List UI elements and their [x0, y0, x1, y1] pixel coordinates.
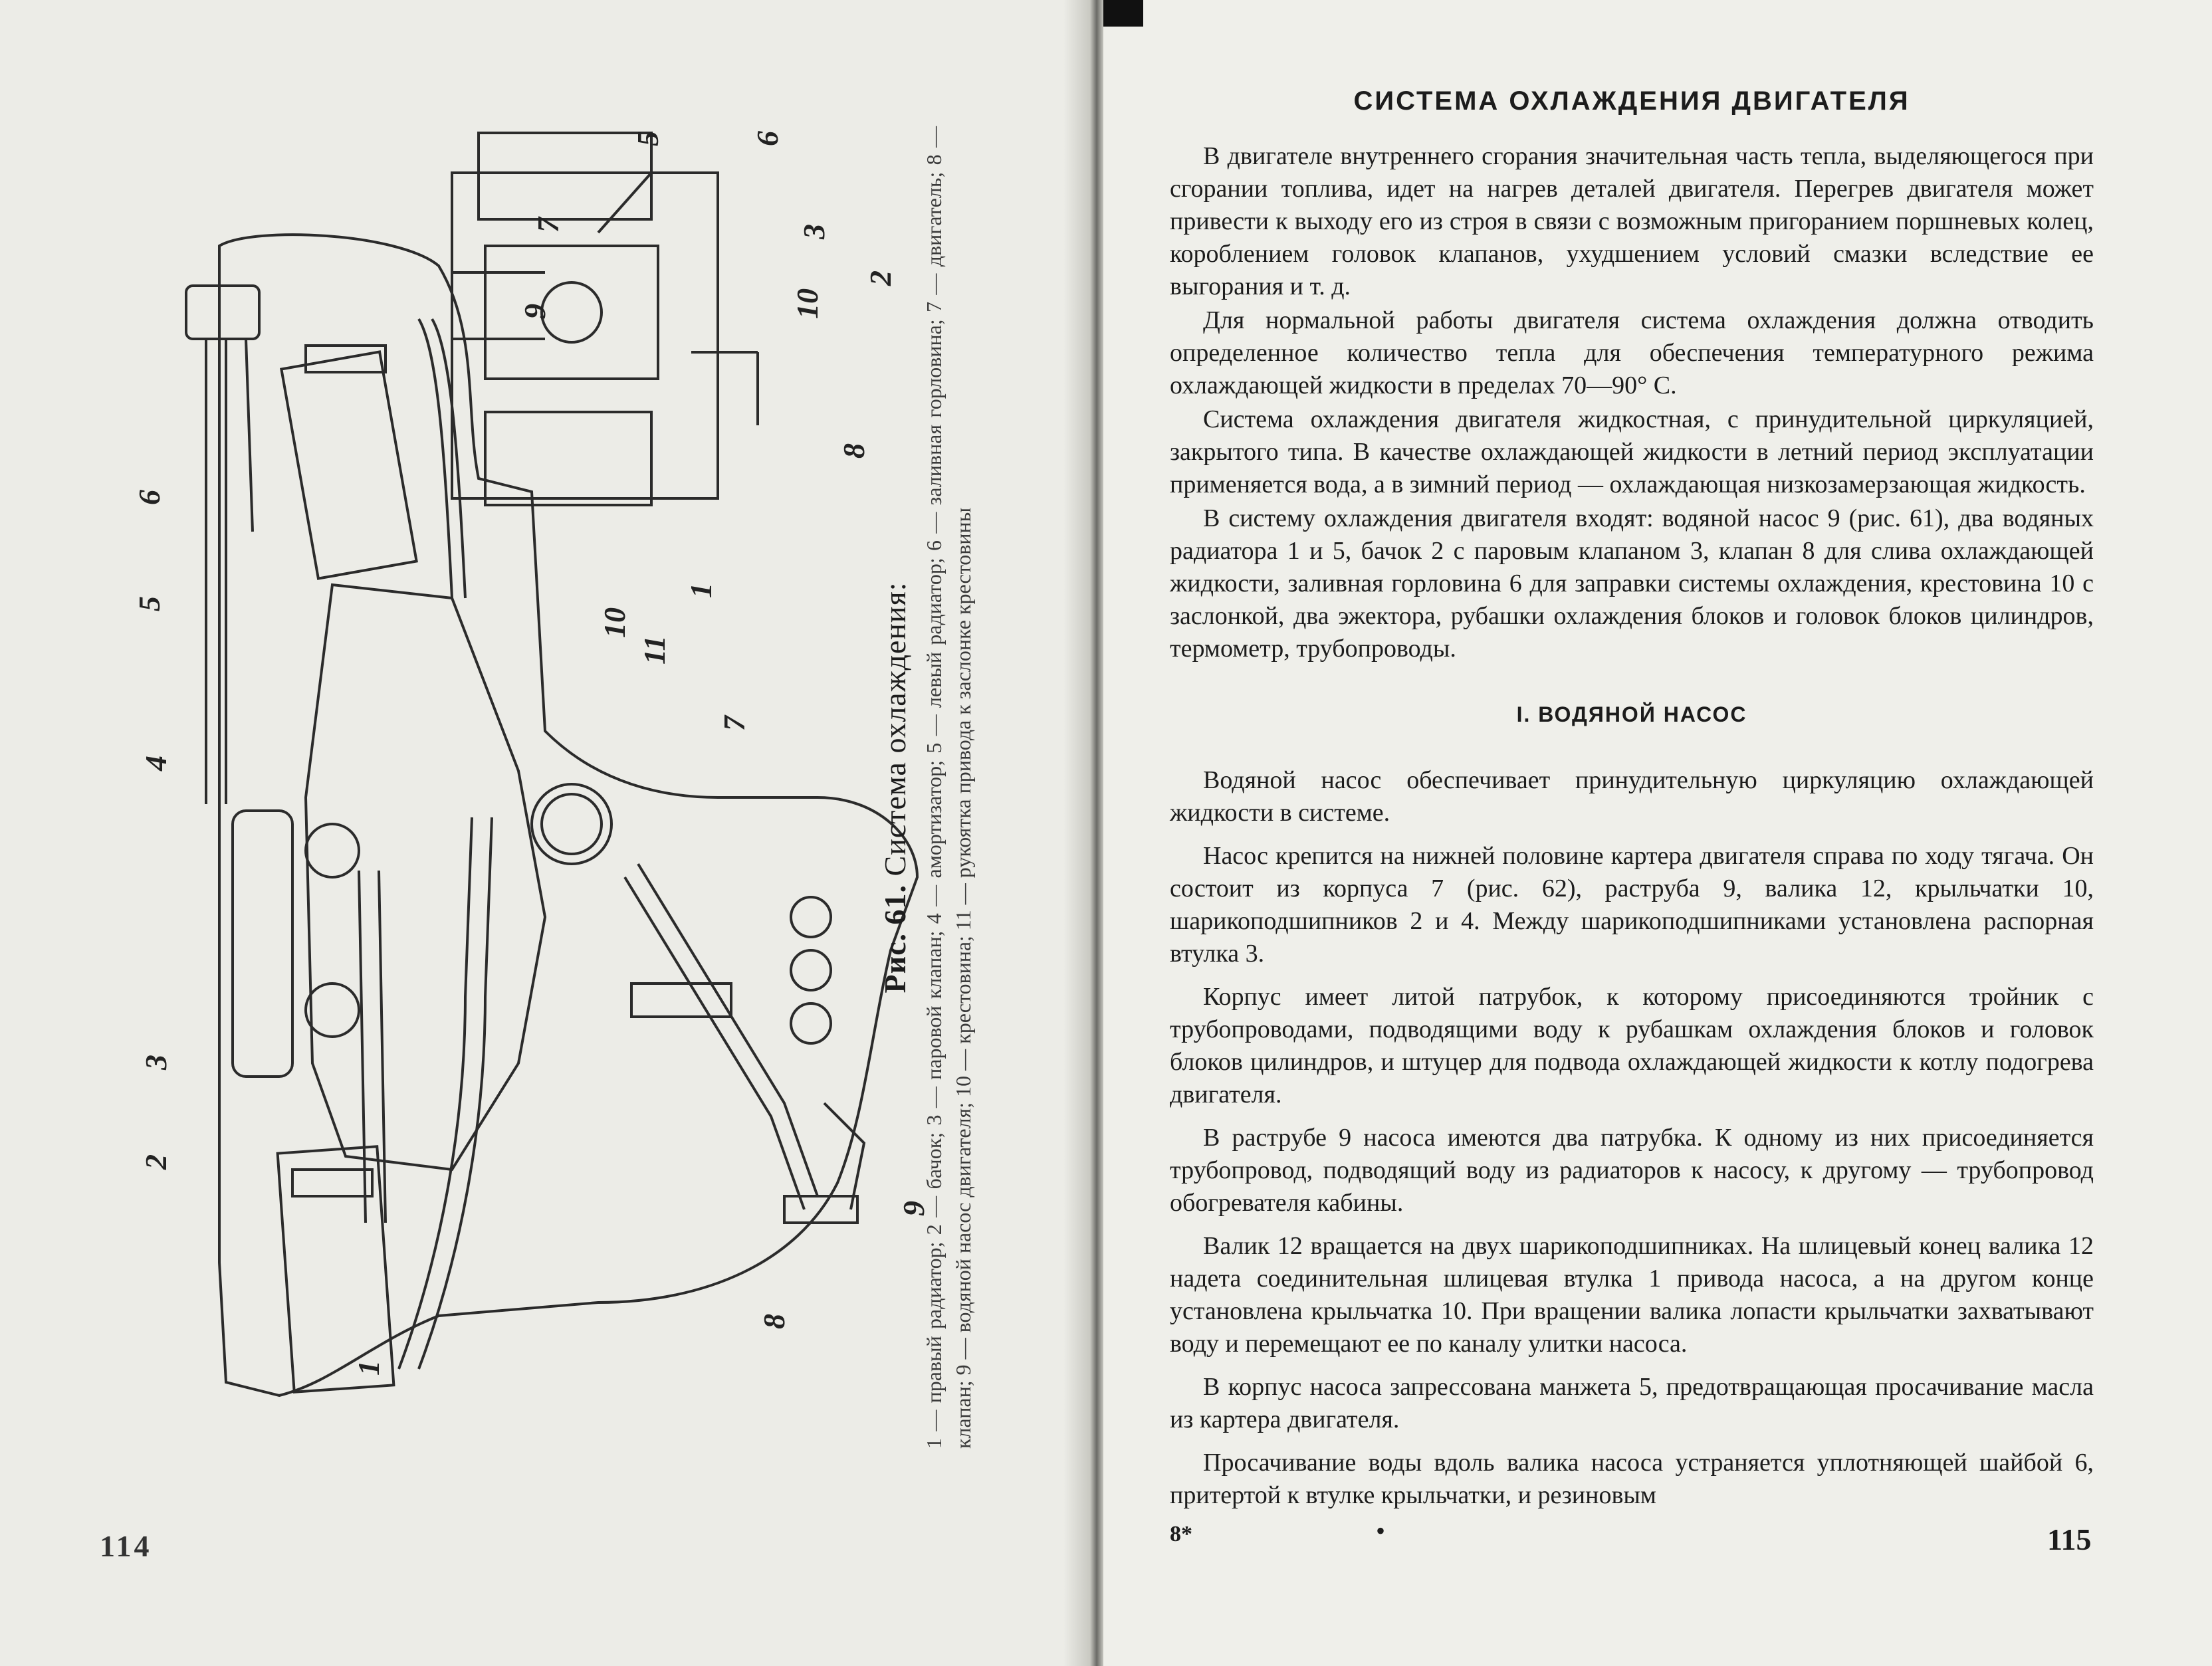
radiator-5: [281, 352, 416, 578]
right-page: [1103, 0, 2212, 1666]
schematic-callout-10: 10: [790, 288, 824, 319]
callout-4: 4: [139, 756, 173, 771]
caption-title-line: [877, 126, 913, 1449]
page-number-right: 115: [2047, 1522, 2092, 1556]
pipe-c: [399, 817, 472, 1369]
callout-7: 7: [717, 716, 751, 731]
pipe-c2: [419, 817, 492, 1369]
tank-2: [233, 811, 292, 1077]
paragraph-pump-7: Просачивание воды вдоль валика насоса устраняется уплотняющей шайбой 6, притертой к втулке крыльчатки, и резиновым: [1170, 1449, 2094, 1509]
flywheel-inner: [542, 794, 602, 854]
engine-part-b: [306, 984, 359, 1037]
paragraph-intro-2: Для нормальной работы двигателя система охлаждения должна отводить определенное количество тепла для обеспечения температурного режима охлаждающей жидкости в пределах 70—90° С.: [1170, 306, 2094, 399]
radiator-1: [278, 1146, 394, 1392]
schematic-callout-1: 1: [684, 583, 718, 598]
flow-schematic: [452, 133, 758, 505]
chapter-title: СИСТЕМА ОХЛАЖДЕНИЯ ДВИГАТЕЛЯ: [1353, 86, 1910, 116]
schematic-callout-2: 2: [863, 270, 897, 286]
paragraph-pump-4: В раструбе 9 насоса имеются два патрубка. К одному из них присоединяется трубопровод, подводящий воду из радиаторов к насосу, к другому — трубопровод обогревателя кабины.: [1170, 1124, 2094, 1217]
callout-11: 11: [637, 635, 671, 665]
section-title: I. ВОДЯНОЙ НАСОС: [1516, 702, 1747, 726]
paragraph-pump-2: Насос крепится на нижней половине картера двигателя справа по ходу тягача. Он состоит из корпуса 7 (рис. 62), раструба 9, валика 12, крыльчатки 10, шарикоподшипников 2 и 4. Между шарикоподшипниками установлена распорная втулка 3.: [1170, 842, 2094, 968]
pipe-5c: [246, 339, 253, 532]
paragraph-pump-5: Валик 12 вращается на двух шарикоподшипниках. На шлицевый конец валика 12 надета соединительная шлицевая втулка 1 привода насоса, а на другом конце установлена крыльчатка 10. При вращении валика лопасти крыльчатки захватывают воду и перемещают ее по каналу улитки насоса.: [1170, 1232, 2094, 1358]
caption-title: Система охлаждения:: [878, 581, 912, 877]
engine-part-a: [306, 824, 359, 877]
figure-caption: [877, 126, 1024, 1449]
schematic-callout-5: 5: [631, 131, 665, 146]
schematic-engine: [485, 246, 658, 379]
schematic-frame: [452, 173, 718, 498]
scan-corner-shadow: [1103, 0, 1143, 27]
left-page: [0, 0, 1090, 1666]
callout-6: 6: [132, 490, 166, 505]
caption-legend: 1 — правый радиатор; 2 — бачок; 3 — паровой клапан; 4 — амортизатор; 5 — левый радиатор; 6 — заливная горловина; 7 — двигатель; 8 — клапан; 9 — водяной насос двигателя; 10 — крестовина; 11 — рукоятка привода к заслонке крестовины: [922, 126, 975, 1449]
paragraph-pump-3: Корпус имеет литой патрубок, к которому присоединяются тройник с трубопроводами, подводящими воду к рубашкам охлаждения блоков и головок блоков цилиндров, и штуцер для подвода охлаждающей жидкости к котлу подогрева двигателя.: [1170, 983, 2094, 1108]
callout-3: 3: [139, 1055, 173, 1070]
port-1: [791, 897, 831, 937]
callout-9: 9: [897, 1201, 931, 1216]
port-3: [791, 1003, 831, 1043]
callout-8: 8: [757, 1314, 791, 1329]
engine-block: [306, 585, 545, 1170]
page-number-left: 114: [100, 1529, 152, 1563]
port-2: [791, 950, 831, 990]
printer-signature: 8*: [1170, 1522, 1192, 1546]
paragraph-pump-1: Водяной насос обеспечивает принудительную циркуляцию охлаждающей жидкости в системе.: [1170, 766, 2094, 827]
paragraph-pump-6: В корпус насоса запрессована манжета 5, предотвращающая просачивание масла из картера двигателя.: [1170, 1373, 2094, 1433]
schematic-radiator-top: [479, 133, 651, 219]
pipe-a: [419, 319, 452, 598]
flywheel: [532, 784, 611, 864]
paragraph-intro-1: В двигателе внутреннего сгорания значительная часть тепла, выделяющегося при сгорании топлива, идет на нагрев деталей двигателя. Перегрев двигателя может привести к выходу его из строя в связи с возможным пригоранием поршневых колец, короблением головок клапанов, ухудшением условий смазки вследствие ее выгорания и т. д.: [1170, 142, 2094, 300]
callout-labels: [132, 131, 931, 1376]
hull-outline: [219, 235, 917, 1396]
callout-2: 2: [139, 1154, 173, 1170]
schematic-line-3: [598, 173, 651, 233]
schematic-callout-8: 8: [837, 443, 871, 459]
paragraph-intro-3: Система охлаждения двигателя жидкостная, с принудительной циркуляцией, закрытого типа. В качестве охлаждающей жидкости в летний период эксплуатации применяется вода, а в зимний период — охлаждающая низкозамерзающая жидкость.: [1170, 405, 2094, 498]
schematic-radiator-bottom: [485, 412, 651, 505]
paragraph-intro-4: В систему охлаждения двигателя входят: водяной насос 9 (рис. 61), два водяных радиатора 1 и 5, бачок 2 с паровым клапаном 3, клапан 8 для слива охлаждающей жидкости, заливная горловина 6 для заправки системы охлаждения, крестовина 10 с заслонкой, два эжектора, рубашки охлаждения блоков и головок блоков цилиндров, термометр, трубопроводы.: [1170, 504, 2094, 663]
schematic-callout-6: 6: [750, 131, 784, 146]
schematic-callout-9: 9: [518, 304, 552, 319]
pipe-d: [625, 877, 804, 1209]
callout-1: 1: [352, 1360, 386, 1376]
radiator-1-cap: [292, 1170, 372, 1196]
callout-5: 5: [132, 596, 166, 611]
schematic-callout-3: 3: [797, 224, 831, 239]
caption-label: Рис. 61.: [878, 884, 912, 993]
filler-neck-6: [186, 286, 259, 339]
schematic-callout-7: 7: [531, 217, 565, 233]
pump-9: [631, 984, 731, 1017]
text-column: [1170, 80, 2094, 1513]
page-dot: •: [1376, 1516, 1386, 1546]
callout-10: 10: [598, 607, 631, 638]
